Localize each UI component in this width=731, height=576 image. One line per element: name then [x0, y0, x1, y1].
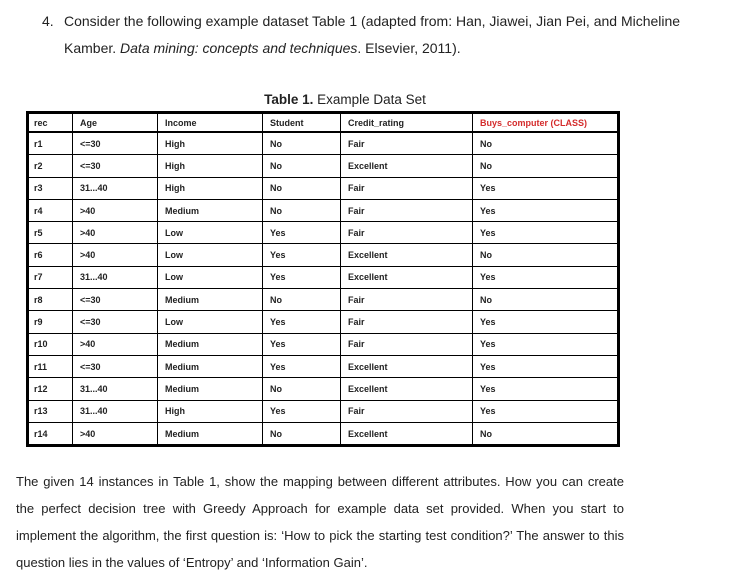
table-row: [28, 289, 619, 311]
explanation-paragraph: The given 14 instances in Table 1, show the mapping between different attributes. How you can create the perfect decision tree with Greedy Approach for example data set provided. When you start to implement the algorithm, the first question is: ‘How to pick the starting test condition?’ The answer to this question lies in the values of ‘Entropy’ and ‘Information Gain’.: [16, 474, 624, 570]
cell-buys-computer: Yes: [473, 199, 619, 221]
cell-student: Yes: [263, 311, 341, 333]
cell-rec: r13: [28, 400, 73, 422]
cell-age: <=30: [73, 289, 158, 311]
cell-buys-computer: Yes: [473, 222, 619, 244]
cell-credit-rating: Fair: [341, 199, 473, 221]
cell-credit-rating: Excellent: [341, 422, 473, 445]
cell-buys-computer: No: [473, 155, 619, 177]
cell-buys-computer: Yes: [473, 333, 619, 355]
cell-buys-computer: No: [473, 244, 619, 266]
cell-income: High: [158, 400, 263, 422]
table-row: [28, 400, 619, 422]
cell-rec: r10: [28, 333, 73, 355]
cell-income: Low: [158, 311, 263, 333]
cell-rec: r6: [28, 244, 73, 266]
cell-student: No: [263, 422, 341, 445]
column-header-rec: rec: [28, 113, 73, 133]
cell-income: High: [158, 155, 263, 177]
cell-income: Medium: [158, 333, 263, 355]
cell-student: No: [263, 378, 341, 400]
question-text-start: Consider the following example dataset Table 1 (adapted from: Han, Jiawei, Jian Pei, and Micheline Kamber.: [64, 13, 681, 56]
cell-age: >40: [73, 244, 158, 266]
column-header-credit-rating: Credit_rating: [341, 113, 473, 133]
cell-student: No: [263, 155, 341, 177]
cell-credit-rating: Excellent: [341, 244, 473, 266]
cell-buys-computer: No: [473, 289, 619, 311]
cell-buys-computer: No: [473, 132, 619, 155]
table-header-row: [28, 113, 619, 133]
table-row: [28, 355, 619, 377]
cell-buys-computer: Yes: [473, 177, 619, 199]
cell-rec: r9: [28, 311, 73, 333]
cell-rec: r14: [28, 422, 73, 445]
cell-income: Low: [158, 222, 263, 244]
cell-income: Medium: [158, 199, 263, 221]
table-body: [28, 132, 619, 446]
cell-credit-rating: Fair: [341, 400, 473, 422]
cell-buys-computer: Yes: [473, 400, 619, 422]
cell-income: High: [158, 132, 263, 155]
book-title: Data mining: concepts and techniques: [120, 40, 358, 56]
cell-age: >40: [73, 422, 158, 445]
cell-age: 31...40: [73, 400, 158, 422]
cell-student: No: [263, 177, 341, 199]
column-header-income: Income: [158, 113, 263, 133]
cell-age: >40: [73, 222, 158, 244]
cell-student: No: [263, 199, 341, 221]
cell-student: Yes: [263, 333, 341, 355]
cell-student: No: [263, 289, 341, 311]
table-row: [28, 199, 619, 221]
cell-rec: r8: [28, 289, 73, 311]
question-text-end: . Elsevier, 2011).: [357, 40, 461, 56]
example-data-table: [26, 111, 620, 447]
table-caption: [240, 92, 450, 107]
table-row: [28, 155, 619, 177]
cell-age: 31...40: [73, 378, 158, 400]
cell-credit-rating: Fair: [341, 132, 473, 155]
cell-credit-rating: Fair: [341, 311, 473, 333]
table-row: [28, 422, 619, 445]
cell-income: Medium: [158, 422, 263, 445]
table-row: [28, 311, 619, 333]
question-number: 4.: [42, 13, 54, 29]
cell-student: No: [263, 132, 341, 155]
cell-student: Yes: [263, 266, 341, 288]
table-row: [28, 244, 619, 266]
cell-student: Yes: [263, 244, 341, 266]
cell-student: Yes: [263, 400, 341, 422]
cell-credit-rating: Fair: [341, 289, 473, 311]
cell-credit-rating: Fair: [341, 222, 473, 244]
cell-buys-computer: Yes: [473, 266, 619, 288]
table-row: [28, 266, 619, 288]
table-row: [28, 378, 619, 400]
column-header-buys-computer: Buys_computer (CLASS): [473, 113, 619, 133]
cell-rec: r7: [28, 266, 73, 288]
table-row: [28, 132, 619, 155]
cell-credit-rating: Excellent: [341, 355, 473, 377]
cell-age: >40: [73, 199, 158, 221]
cell-buys-computer: Yes: [473, 378, 619, 400]
cell-student: Yes: [263, 222, 341, 244]
cell-age: 31...40: [73, 177, 158, 199]
cell-credit-rating: Excellent: [341, 378, 473, 400]
cell-student: Yes: [263, 355, 341, 377]
cell-credit-rating: Excellent: [341, 155, 473, 177]
cell-rec: r3: [28, 177, 73, 199]
table-row: [28, 333, 619, 355]
cell-credit-rating: Fair: [341, 177, 473, 199]
cell-age: >40: [73, 333, 158, 355]
cell-rec: r1: [28, 132, 73, 155]
column-header-student: Student: [263, 113, 341, 133]
cell-income: Medium: [158, 378, 263, 400]
cell-income: Low: [158, 244, 263, 266]
table-row: [28, 222, 619, 244]
cell-age: 31...40: [73, 266, 158, 288]
cell-income: Low: [158, 266, 263, 288]
cell-age: <=30: [73, 132, 158, 155]
table-caption-label: Table 1.: [264, 92, 314, 107]
cell-buys-computer: No: [473, 422, 619, 445]
cell-income: High: [158, 177, 263, 199]
cell-buys-computer: Yes: [473, 311, 619, 333]
cell-buys-computer: Yes: [473, 355, 619, 377]
question-text: [64, 8, 702, 62]
cell-age: <=30: [73, 311, 158, 333]
cell-rec: r2: [28, 155, 73, 177]
cell-rec: r12: [28, 378, 73, 400]
cell-age: <=30: [73, 155, 158, 177]
cell-age: <=30: [73, 355, 158, 377]
cell-credit-rating: Excellent: [341, 266, 473, 288]
question-4: [42, 8, 702, 62]
table-row: [28, 177, 619, 199]
table-caption-text: Example Data Set: [313, 92, 426, 107]
cell-income: Medium: [158, 355, 263, 377]
cell-rec: r5: [28, 222, 73, 244]
cell-credit-rating: Fair: [341, 333, 473, 355]
cell-rec: r4: [28, 199, 73, 221]
cell-rec: r11: [28, 355, 73, 377]
cell-income: Medium: [158, 289, 263, 311]
column-header-age: Age: [73, 113, 158, 133]
